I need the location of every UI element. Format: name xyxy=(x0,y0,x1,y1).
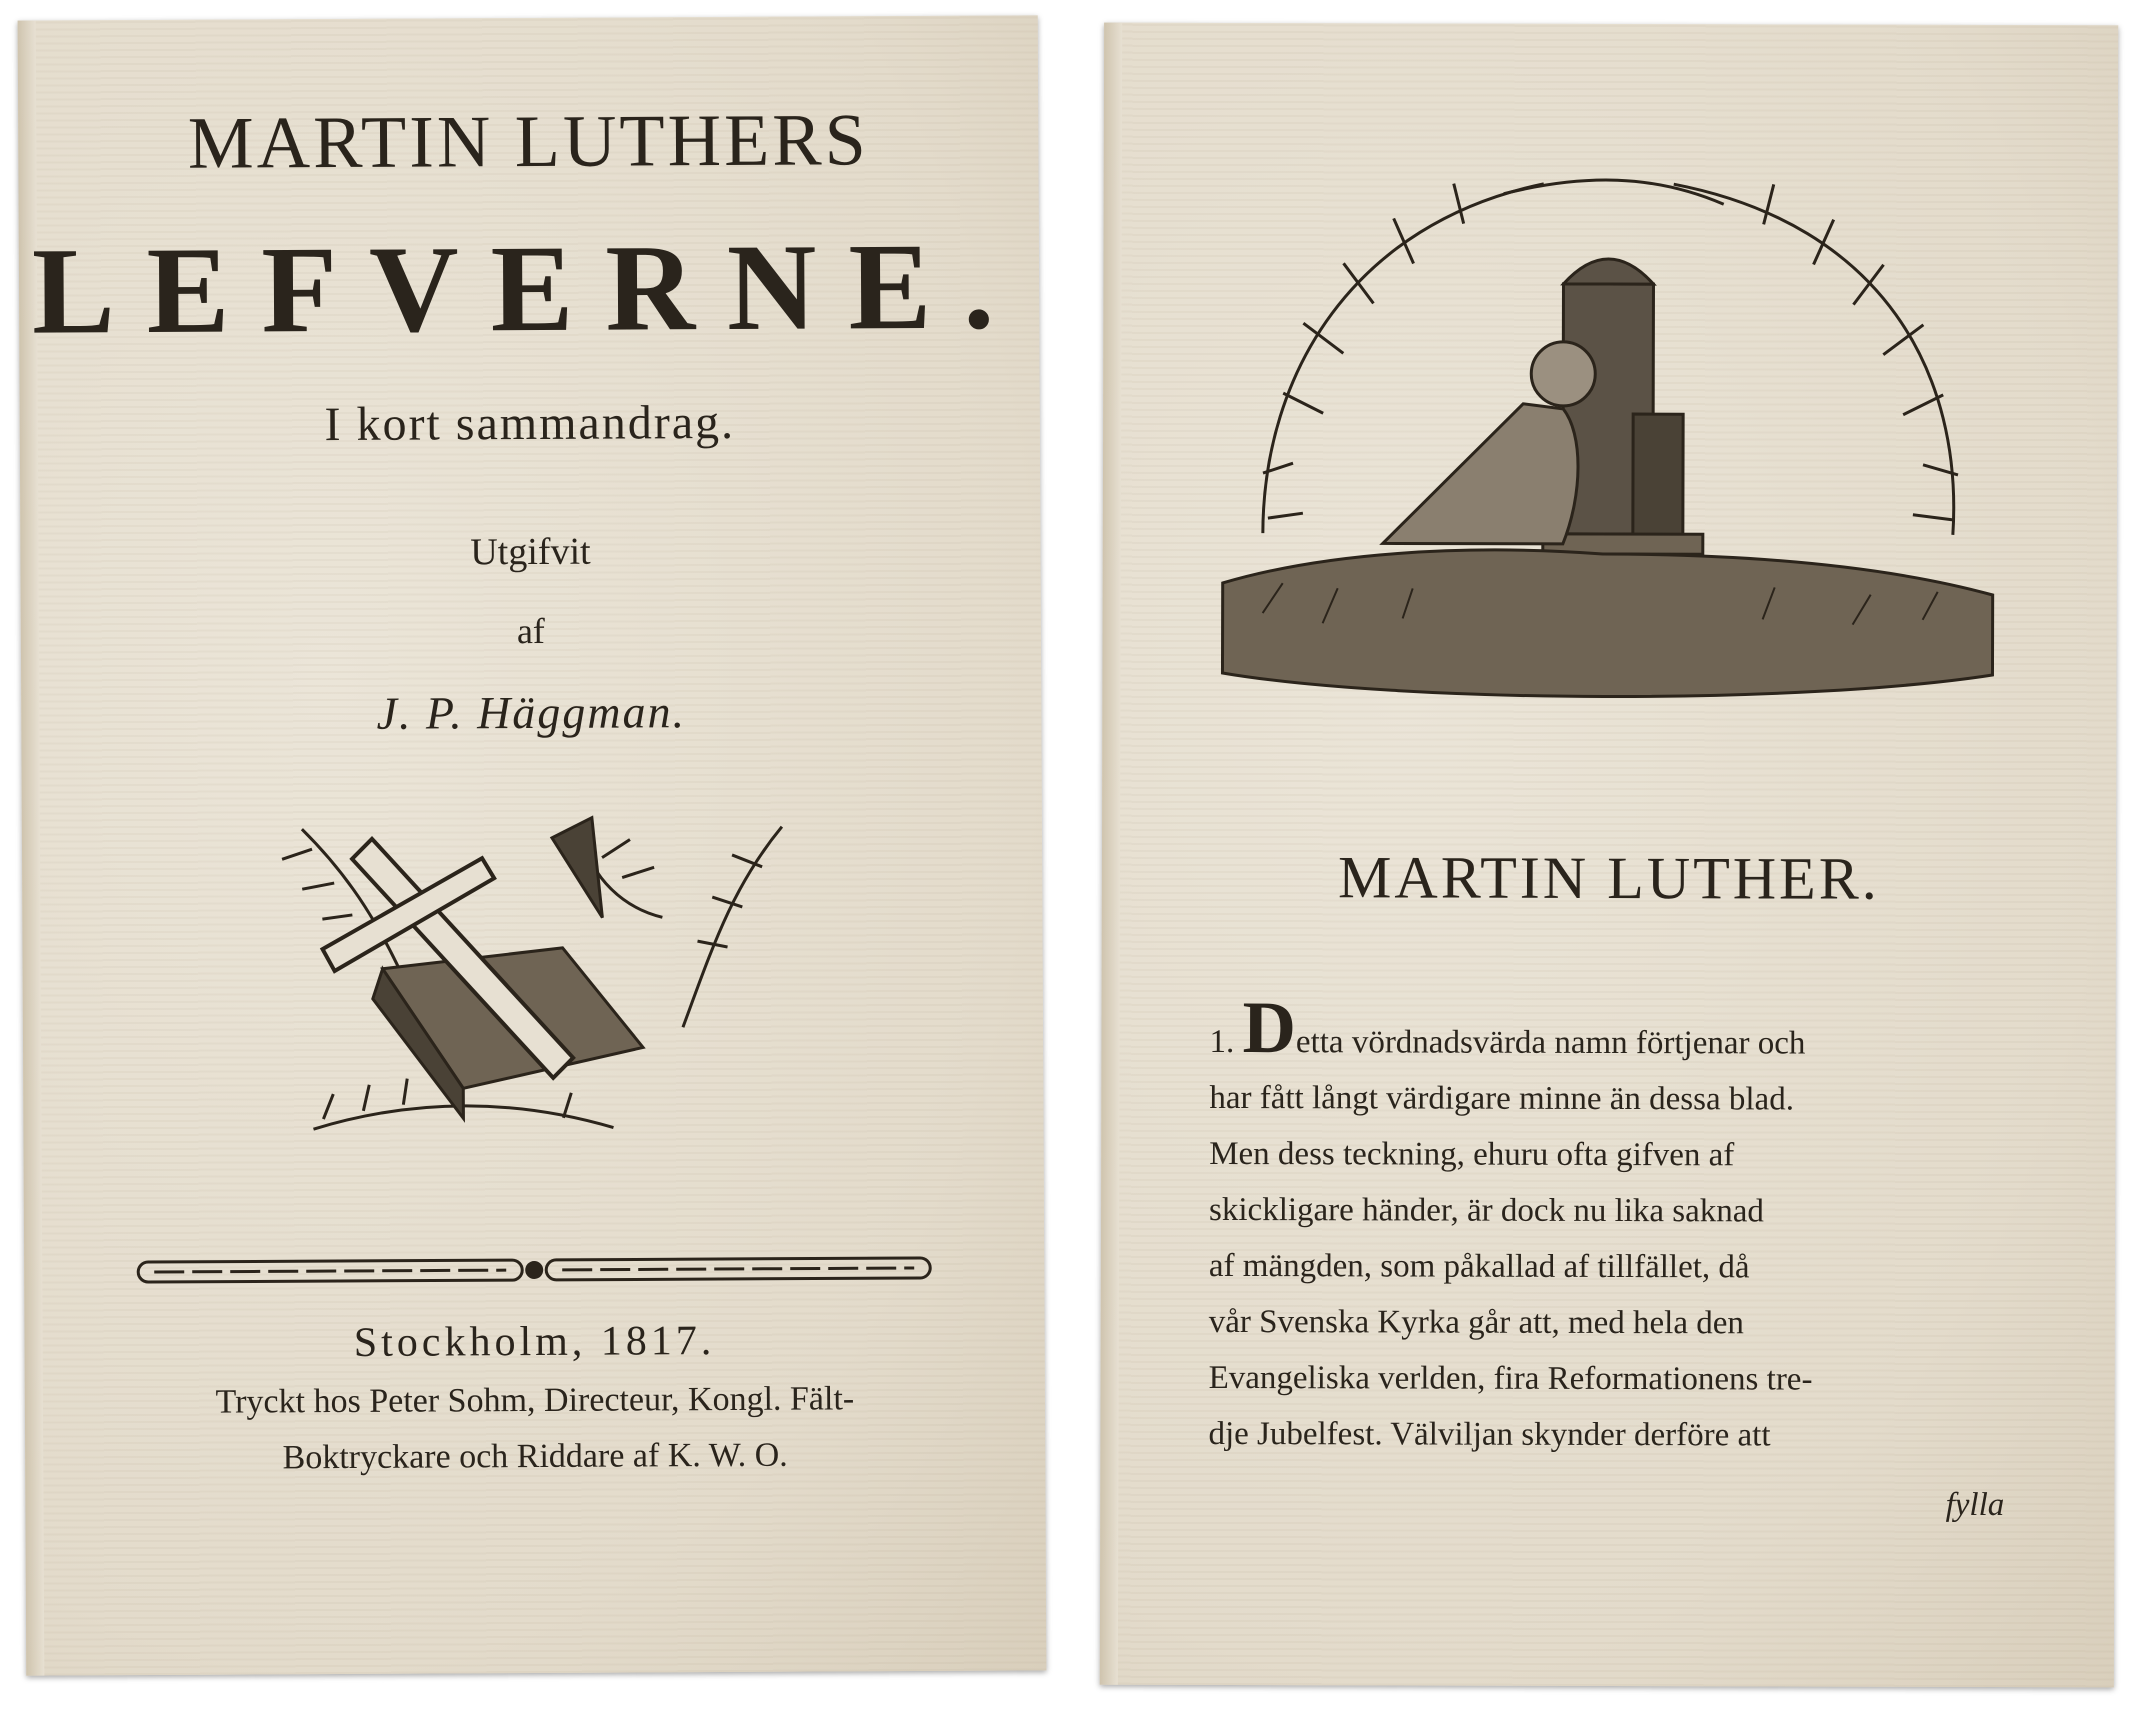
text-line xyxy=(1209,987,1999,1072)
text-line-content: etta vördnadsvärda namn förtjenar och xyxy=(1295,1024,1806,1062)
text-line: dje Jubelfest. Välviljan skynder derföre att xyxy=(1208,1415,1771,1454)
text-line: har fått långt värdigare minne än dessa blad. xyxy=(1209,1079,1795,1118)
printer-line-2: Boktryckare och Riddare af K. W. O. xyxy=(282,1436,788,1477)
printer-line-1: Tryckt hos Peter Sohm, Directeur, Kongl. Fält- xyxy=(215,1380,855,1421)
paragraph-number: 1. xyxy=(1209,1023,1235,1061)
title-line-1: MARTIN LUTHERS xyxy=(187,99,869,185)
title-page xyxy=(18,15,1047,1675)
text-line: Men dess teckning, ehuru ofta gifven af xyxy=(1209,1135,1735,1174)
subtitle: I kort sammandrag. xyxy=(324,395,736,452)
cherub-at-monument-vignette-icon xyxy=(1202,113,2014,755)
chapter-title: MARTIN LUTHER. xyxy=(1338,844,1880,912)
catchword: fylla xyxy=(1945,1486,2005,1524)
title-line-2: LEFVERNE. xyxy=(31,217,1027,360)
place-year: Stockholm, 1817. xyxy=(353,1318,716,1366)
text-line: Evangeliska verlden, fira Reformationens tre- xyxy=(1208,1359,1813,1398)
ornamental-divider xyxy=(134,1248,934,1292)
by-label: af xyxy=(516,610,545,652)
first-text-page xyxy=(1100,23,2118,1688)
text-line: af mängden, som påkallad af tillfället, då xyxy=(1208,1247,1750,1286)
cross-and-book-emblem-icon xyxy=(262,796,824,1179)
body-paragraph xyxy=(1208,987,1999,1464)
editor-name: J. P. Häggman. xyxy=(376,686,687,739)
text-line: vår Svenska Kyrka går att, med hela den xyxy=(1208,1303,1744,1342)
published-label: Utgifvit xyxy=(470,530,591,574)
text-line: skickligare händer, är dock nu lika saknad xyxy=(1209,1191,1765,1230)
drop-cap: D xyxy=(1242,987,1297,1070)
